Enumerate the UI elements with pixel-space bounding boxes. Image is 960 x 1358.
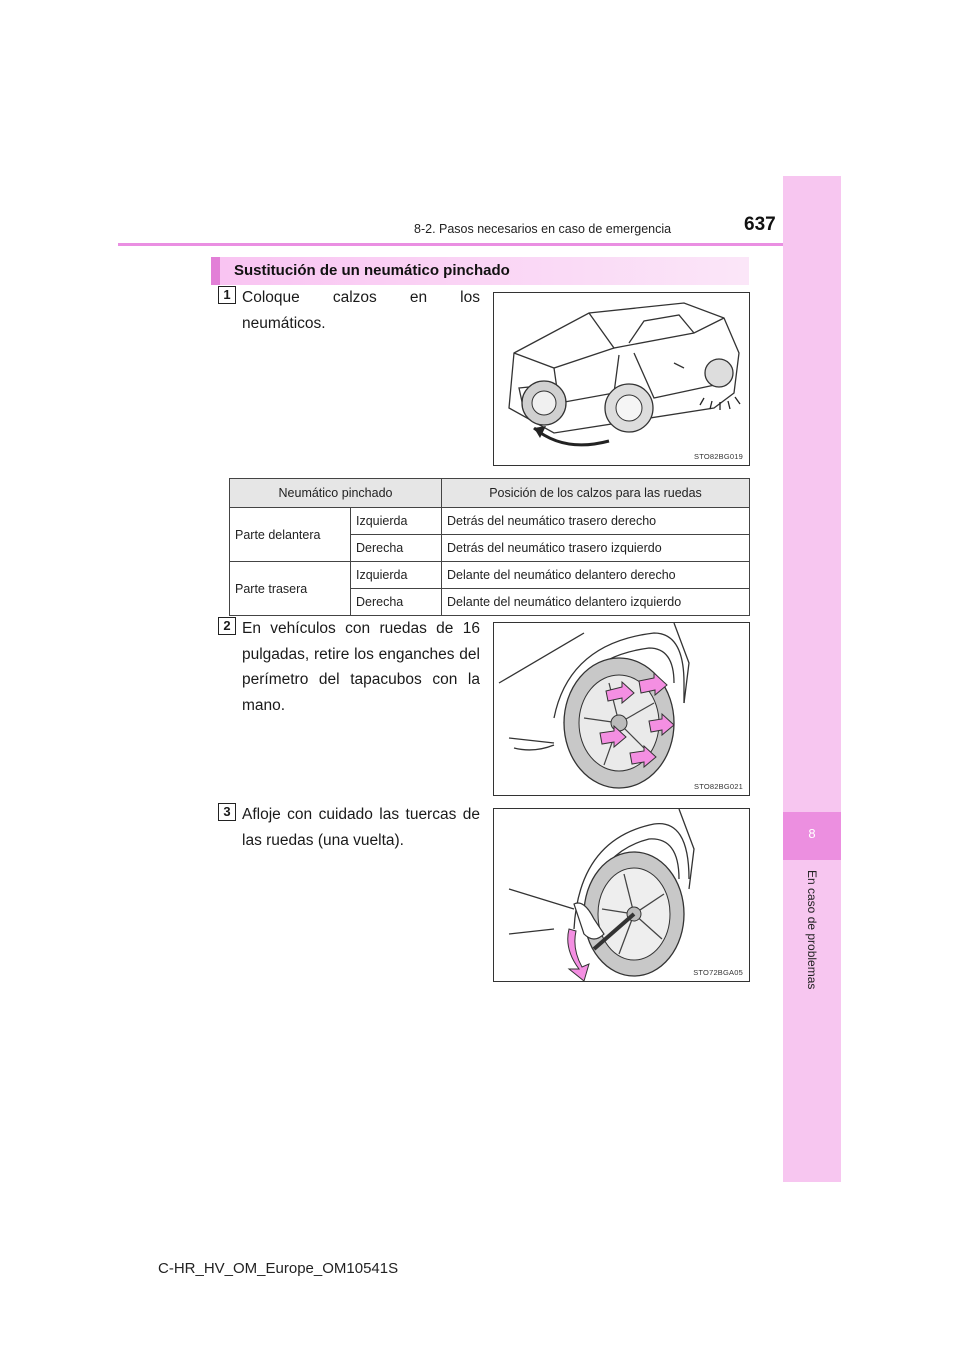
table-cell-side: Derecha — [351, 535, 442, 562]
figure-loosen-nuts — [493, 808, 750, 982]
section-title: Sustitución de un neumático pinchado — [234, 262, 510, 279]
chapter-number: 8 — [808, 826, 816, 841]
figure-hubcap-removal — [493, 622, 750, 796]
table-row — [230, 562, 750, 589]
step-number-1: 1 — [218, 286, 236, 304]
car-illustration — [494, 293, 750, 466]
table-header-flat-tire: Neumático pinchado — [230, 479, 442, 508]
table-cell-group: Parte trasera — [230, 562, 351, 616]
wrench-illustration — [494, 809, 750, 982]
document-footer-code: C-HR_HV_OM_Europe_OM10541S — [158, 1260, 399, 1277]
table-cell-side: Izquierda — [351, 562, 442, 589]
step-number-2: 2 — [218, 617, 236, 635]
figure-wheel-chocks — [493, 292, 750, 466]
figure-code: STO82BG021 — [694, 782, 743, 791]
table-cell-position: Detrás del neumático trasero izquierdo — [442, 535, 750, 562]
section-heading-bar — [211, 257, 749, 285]
chapter-side-tab — [783, 176, 841, 1182]
wheel-chock-table — [229, 478, 750, 616]
table-cell-position: Delante del neumático delantero derecho — [442, 562, 750, 589]
step-text-1: Coloque calzos en los neumáticos. — [242, 289, 480, 332]
table-cell-side: Derecha — [351, 589, 442, 616]
table-row — [230, 508, 750, 535]
step-text-2: En vehículos con ruedas de 16 pulgadas, retire los enganches del perímetro del tapacubos con la mano. — [242, 620, 480, 714]
chapter-title: En caso de problemas — [805, 870, 819, 990]
table-cell-position: Detrás del neumático trasero derecho — [442, 508, 750, 535]
figure-code: STO72BGA05 — [693, 968, 743, 977]
table-cell-position: Delante del neumático delantero izquierdo — [442, 589, 750, 616]
step-number-3: 3 — [218, 803, 236, 821]
step-text-3: Afloje con cuidado las tuercas de las ruedas (una vuelta). — [242, 806, 480, 849]
header-section-title: 8-2. Pasos necesarios en caso de emergencia — [414, 222, 672, 236]
table-header-chock-position: Posición de los calzos para las ruedas — [442, 479, 750, 508]
figure-code: STO82BG019 — [694, 452, 743, 461]
header-divider — [118, 243, 841, 246]
table-cell-group: Parte delantera — [230, 508, 351, 562]
table-cell-side: Izquierda — [351, 508, 442, 535]
wheel-hubcap-illustration — [494, 623, 750, 796]
page-number: 637 — [744, 214, 776, 235]
